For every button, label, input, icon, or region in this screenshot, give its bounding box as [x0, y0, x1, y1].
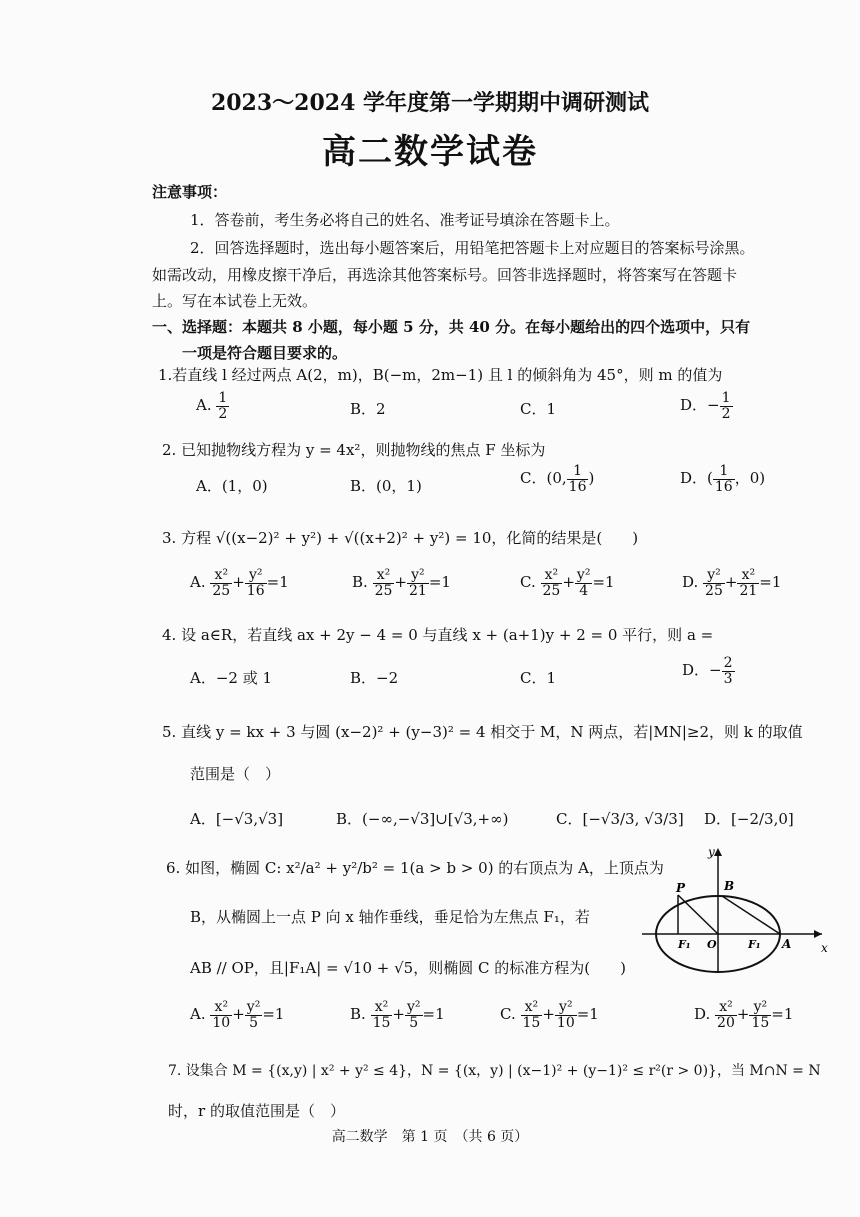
question-2-option-d: D．( $\frac{1}{16}$ ，0) [680, 463, 766, 495]
question-7-stem: 7. 设集合 M = {(x,y) | x² + y² ≤ 4}，N = {(x，y) | (x−1)² + (y−1)² ≤ r²(r > 0)}，当 M∩N = N [168, 1063, 821, 1079]
label-b: B [724, 879, 735, 893]
question-3-option-b: B. $\frac{\text{x²}}{25}$ + $\frac{\text{y²}}{21}$ =1 [352, 567, 451, 599]
question-2-stem: 2. 已知抛物线方程为 y = 4x²，则抛物线的焦点 F 坐标为 [162, 441, 546, 459]
notes-item-2-line2: 如需改动，用橡皮擦干净后，再选涂其他答案标号。回答非选择题时，将答案写在答题卡 [152, 266, 738, 284]
exam-title: 高二数学试卷 [322, 132, 538, 172]
exam-subtitle: 2023～2024 学年度第一学期期中调研测试 [210, 90, 650, 116]
notes-item-1: 1．答卷前，考生务必将自己的姓名、准考证号填涂在答题卡上。 [190, 211, 620, 229]
question-4-option-a: A．−2 或 1 [190, 669, 273, 687]
question-3-option-c: C. $\frac{\text{x²}}{25}$ + $\frac{\text{y²}}{4}$ =1 [520, 567, 615, 599]
question-6-stem: 6. 如图，椭圆 C: x²/a² + y²/b² = 1(a > b > 0) 的右顶点为 A，上顶点为 [166, 859, 664, 877]
page-footer: 高二数学 第 1 页 （共 6 页） [331, 1129, 529, 1145]
label-f1-right: F₁ [748, 938, 761, 951]
question-1-option-b: B．2 [350, 400, 386, 418]
question-7-stem-line2: 时，r 的取值范围是（ ） [168, 1102, 345, 1120]
question-3-option-a: A. $\frac{\text{x²}}{25}$ + $\frac{\text{y²}}{16}$ =1 [190, 567, 289, 599]
question-1-option-d: D．− $\frac{1}{2}$ [680, 390, 731, 422]
question-1-option-c: C．1 [520, 400, 557, 418]
label-o: O [707, 938, 717, 951]
question-2-option-c: C．(0, $\frac{1}{16}$ ) [520, 463, 595, 495]
label-f1-left: F₁ [678, 938, 691, 951]
question-5-option-c: C．[−√3/3, √3/3] [556, 810, 684, 828]
question-5-option-a: A．[−√3,√3] [190, 810, 284, 828]
question-5-option-d: D．[−2/3,0] [704, 810, 794, 828]
question-2-option-a: A．(1，0) [196, 477, 268, 495]
question-6-option-b: B. $\frac{\text{x²}}{15}$ + $\frac{\text{y²}}{5}$ =1 [350, 999, 445, 1031]
notes-item-2-line1: 2．回答选择题时，选出每小题答案后，用铅笔把答题卡上对应题目的答案标号涂黑。 [190, 239, 755, 257]
question-5-stem: 5. 直线 y = kx + 3 与圆 (x−2)² + (y−3)² = 4 相交于 M，N 两点，若|MN|≥2，则 k 的取值 [162, 723, 803, 741]
segment-op [678, 895, 718, 934]
question-6-stem-line3: AB // OP，且|F₁A| = √10 + √5，则椭圆 C 的标准方程为( ) [190, 959, 626, 977]
question-1-option-a: A. $\frac{1}{2}$ [196, 390, 228, 422]
question-3-stem: 3. 方程 √((x−2)² + y²) + √((x+2)² + y²) = 10，化简的结果是( ) [162, 529, 639, 547]
question-6-option-a: A. $\frac{\text{x²}}{10}$ + $\frac{\text{y²}}{5}$ =1 [190, 999, 285, 1031]
question-4-option-b: B．−2 [350, 669, 399, 687]
question-6-stem-line2: B，从椭圆上一点 P 向 x 轴作垂线，垂足恰为左焦点 F₁，若 [190, 908, 590, 926]
question-5-stem-line2: 范围是（ ） [190, 765, 281, 783]
section-1-heading: 一、选择题：本题共 8 小题，每小题 5 分，共 40 分。在每小题给出的四个选项中，只有 [152, 318, 751, 336]
label-p: P [676, 881, 686, 895]
question-4-stem: 4. 设 a∈R，若直线 ax + 2y − 4 = 0 与直线 x + (a+1)y + 2 = 0 平行，则 a = [162, 626, 714, 644]
question-6-option-d: D. $\frac{\text{x²}}{20}$ + $\frac{\text{y²}}{15}$ =1 [694, 999, 794, 1031]
x-axis-arrow [814, 930, 822, 938]
y-axis-arrow [714, 848, 722, 856]
question-4-option-c: C．1 [520, 669, 557, 687]
label-y: y [708, 845, 715, 859]
notes-heading: 注意事项： [152, 183, 228, 201]
question-2-option-b: B．(0，1) [350, 477, 422, 495]
label-x: x [821, 941, 828, 955]
label-a: A [782, 937, 792, 951]
question-1-stem: 1.若直线 l 经过两点 A(2，m)，B(−m，2m−1) 且 l 的倾斜角为 45°，则 m 的值为 [158, 366, 723, 384]
question-5-option-b: B．(−∞,−√3]∪[√3,+∞) [336, 810, 509, 828]
ellipse-figure [642, 842, 832, 977]
notes-item-2-line3: 上。写在本试卷上无效。 [152, 292, 318, 310]
section-1-heading-line2: 一项是符合题目要求的。 [182, 344, 348, 362]
question-6-option-c: C. $\frac{\text{x²}}{15}$ + $\frac{\text{y²}}{10}$ =1 [500, 999, 599, 1031]
question-4-option-d: D．− $\frac{2}{3}$ [682, 655, 733, 687]
question-3-option-d: D. $\frac{\text{y²}}{25}$ + $\frac{\text{x²}}{21}$ =1 [682, 567, 782, 599]
